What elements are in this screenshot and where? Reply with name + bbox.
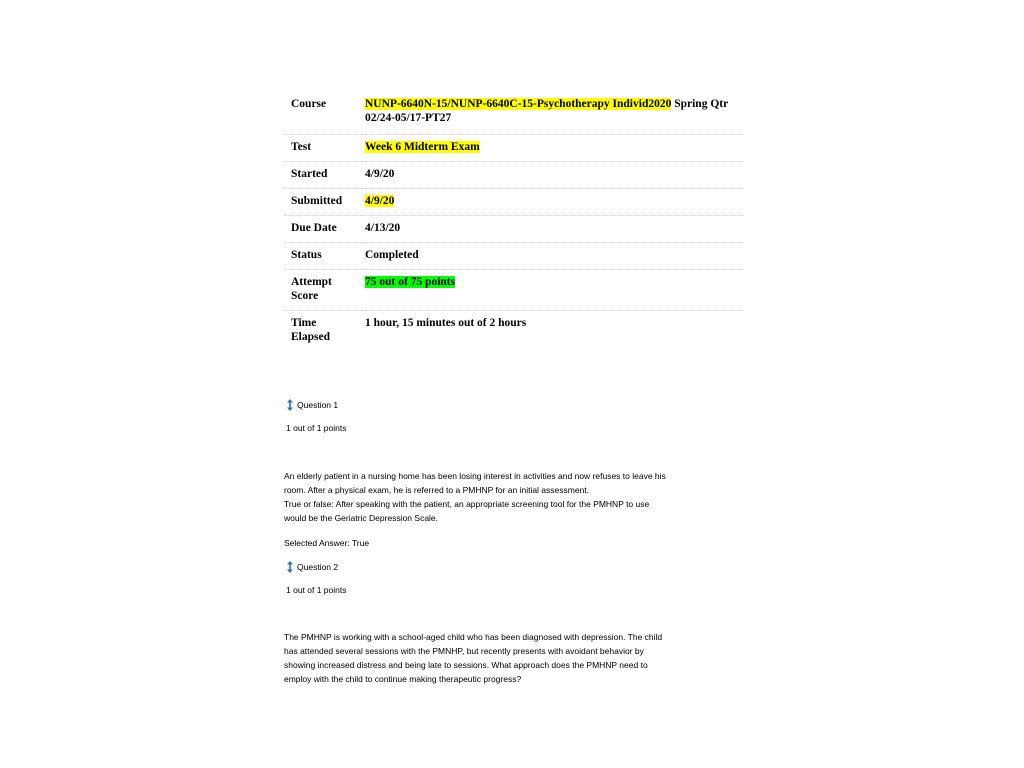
question-1-selected-answer: Selected Answer: True xyxy=(284,538,370,548)
reorder-arrow-icon[interactable] xyxy=(286,561,294,573)
course-term: Spring Qtr 02/24-05/17-PT27 xyxy=(365,98,729,124)
question-2-text: The PMHNP is working with a school-aged child who has been diagnosed with depression. The child has attended several sessions with the PMNHP, but recently presents with avoidant behavior by showing increased distress and being late to sessions. What approach does the PMHNP need to employ with the child to continue making therapeutic progress? xyxy=(284,632,663,684)
status-row xyxy=(284,243,744,270)
submitted-value-cell xyxy=(365,189,744,216)
due-date-value: 4/13/20 xyxy=(365,216,744,243)
time-elapsed-label: Time Elapsed xyxy=(291,317,330,343)
test-summary-table xyxy=(284,92,744,351)
question-1-points: 1 out of 1 points xyxy=(286,423,347,433)
attempt-score-value: 75 out of 75 points xyxy=(365,276,456,288)
test-name: Week 6 Midterm Exam xyxy=(365,141,480,153)
time-elapsed-row xyxy=(284,311,744,352)
question-1-text: An elderly patient in a nursing home has been losing interest in activities and now refuses to leave his room. After a physical exam, he is referred to a PMHNP for an initial assessment. True or false: After speaking with the patient, an appropriate screening tool for the PMHNP to use would be the Geriatric Depression Scale. xyxy=(284,471,666,523)
course-name-highlighted: NUNP-6640N-15/NUNP-6640C-15-Psychotherapy Individ2020 xyxy=(365,98,672,110)
status-value: Completed xyxy=(365,243,744,270)
test-row xyxy=(284,135,744,162)
test-label: Test xyxy=(284,135,365,162)
reorder-arrow-icon[interactable] xyxy=(286,399,294,411)
started-value: 4/9/20 xyxy=(365,162,744,189)
due-date-row xyxy=(284,216,744,243)
question-1-header[interactable] xyxy=(286,399,338,411)
attempt-score-label: Attempt Score xyxy=(284,270,365,311)
question-2-title: Question 2 xyxy=(297,562,339,572)
question-1-title: Question 1 xyxy=(297,400,339,410)
attempt-score-value-cell xyxy=(365,270,744,311)
started-label: Started xyxy=(284,162,365,189)
test-value-cell xyxy=(365,135,744,162)
status-label: Status xyxy=(284,243,365,270)
submitted-row xyxy=(284,189,744,216)
due-date-label: Due Date xyxy=(284,216,365,243)
question-2-header[interactable] xyxy=(286,561,338,573)
time-elapsed-value: 1 hour, 15 minutes out of 2 hours xyxy=(365,317,527,329)
attempt-score-row xyxy=(284,270,744,311)
started-row xyxy=(284,162,744,189)
question-2-points: 1 out of 1 points xyxy=(286,585,347,595)
course-label: Course xyxy=(284,92,365,135)
course-row xyxy=(284,92,744,135)
submitted-label: Submitted xyxy=(284,189,365,216)
course-value xyxy=(365,92,744,135)
submitted-value: 4/9/20 xyxy=(365,195,395,207)
